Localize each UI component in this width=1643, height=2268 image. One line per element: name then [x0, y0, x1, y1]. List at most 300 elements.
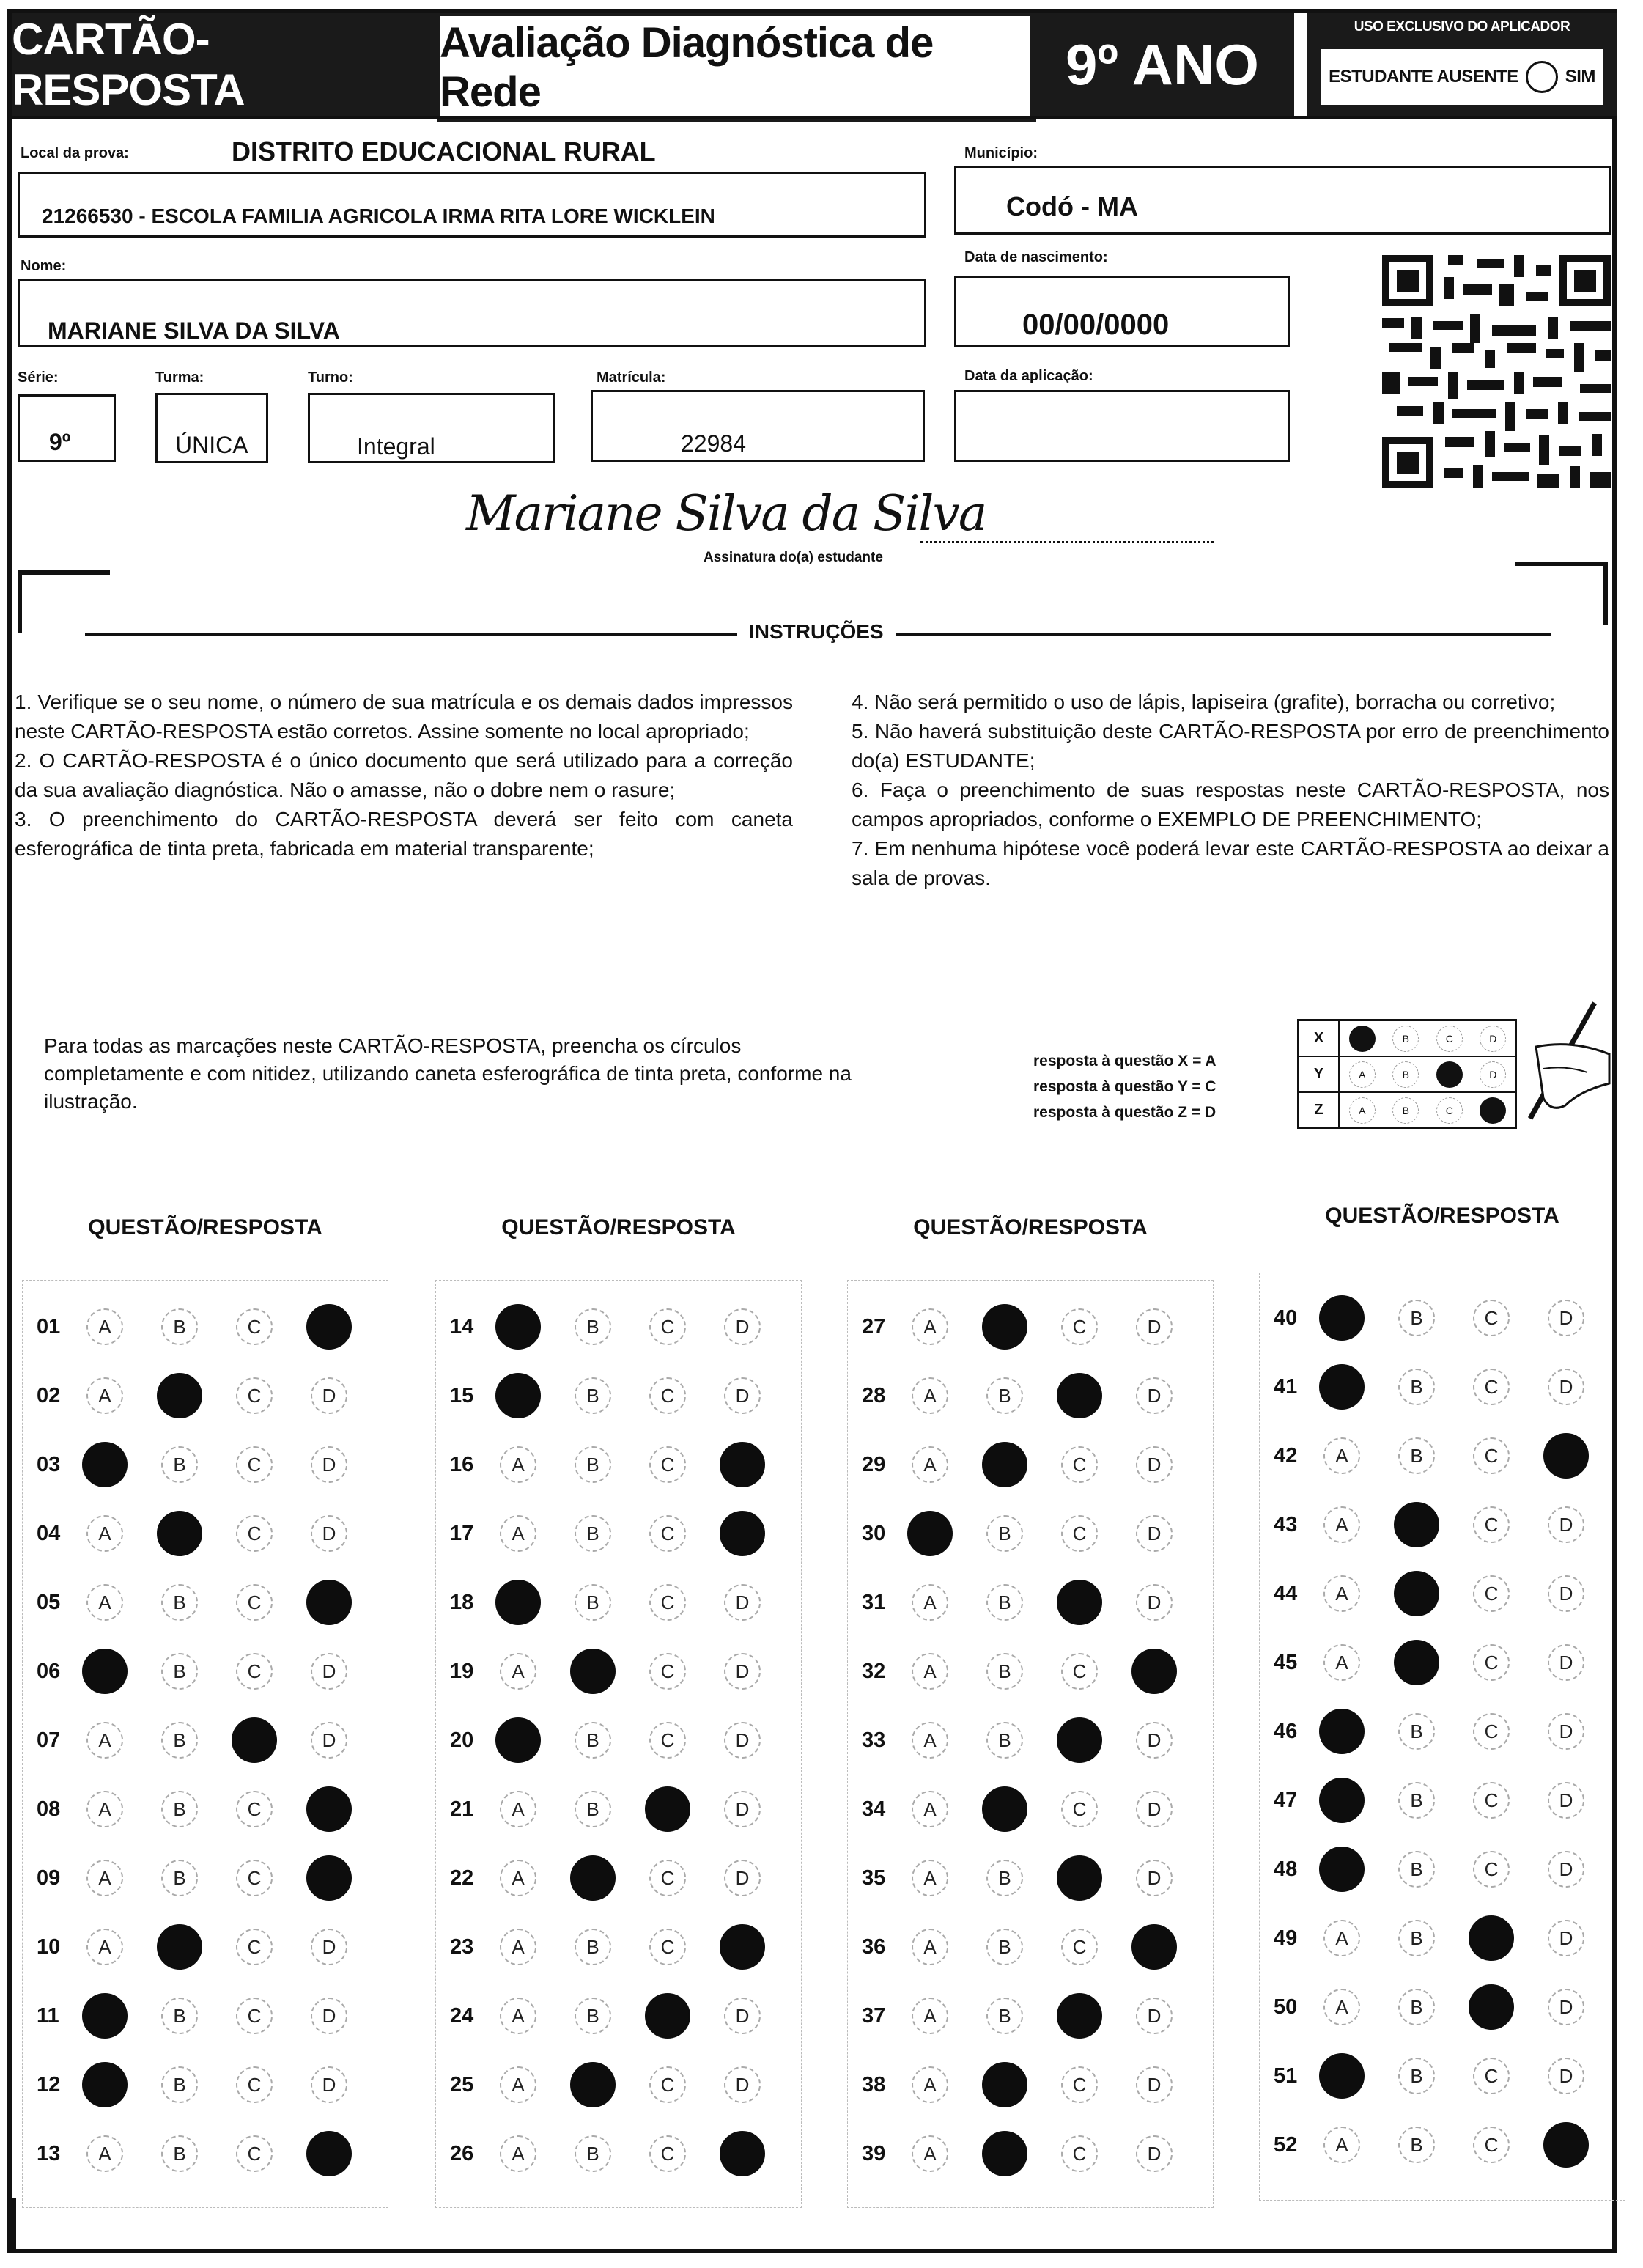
- question-number: 50: [1274, 1995, 1298, 2019]
- answer-bubble-b[interactable]: [1394, 1640, 1439, 1685]
- bubble-letter: B: [586, 1728, 599, 1751]
- answer-bubble-b[interactable]: [575, 1929, 611, 1965]
- answer-bubble-d[interactable]: [724, 2066, 761, 2103]
- answer-bubble-d[interactable]: [1136, 1377, 1173, 1414]
- answer-bubble-c[interactable]: [1469, 1984, 1514, 2030]
- bubble-letter: C: [247, 1935, 262, 1958]
- answer-row: [450, 1303, 799, 1350]
- frame-corner-top-left: [18, 570, 110, 633]
- answer-bubble-c[interactable]: [1061, 1515, 1098, 1552]
- answer-bubble-c[interactable]: [1061, 1653, 1098, 1690]
- answer-bubble-a[interactable]: [1323, 2127, 1360, 2163]
- question-number: 47: [1274, 1788, 1298, 1812]
- answer-bubble-c[interactable]: [649, 1929, 686, 1965]
- answer-bubble-a[interactable]: [86, 1584, 123, 1621]
- answer-bubble-d[interactable]: [1548, 1300, 1584, 1336]
- answer-row: [450, 1372, 799, 1419]
- answer-bubble-b[interactable]: [161, 1446, 198, 1483]
- answer-bubble-d[interactable]: [1136, 1308, 1173, 1345]
- answer-bubble-a[interactable]: [82, 1649, 128, 1694]
- answer-bubble-a[interactable]: [912, 1446, 948, 1483]
- answer-bubble-d[interactable]: [1136, 2135, 1173, 2172]
- answer-bubble-b[interactable]: [161, 1653, 198, 1690]
- answer-bubble-d[interactable]: [306, 1786, 352, 1832]
- bubble-letter: A: [98, 1797, 111, 1820]
- answer-row: [862, 2061, 1211, 2108]
- question-number: 12: [37, 2072, 61, 2096]
- answer-bubble-c[interactable]: [1057, 1993, 1102, 2039]
- answer-row: [37, 1855, 385, 1901]
- answer-bubble-c[interactable]: [1057, 1717, 1102, 1763]
- answer-bubble-d[interactable]: [1136, 1860, 1173, 1896]
- answer-bubble-c[interactable]: [236, 1308, 273, 1345]
- answer-bubble-c[interactable]: [1061, 2066, 1098, 2103]
- answer-bubble-c[interactable]: [236, 1515, 273, 1552]
- answer-bubble-d[interactable]: [311, 1998, 347, 2034]
- answer-bubble-b[interactable]: [161, 1860, 198, 1896]
- instruction-6: 6. Faça o preenchimento de suas respostas neste CARTÃO-RESPOSTA, nos campos apropriados, conforme o EXEMPLO DE PREENCHIMENTO;: [852, 778, 1609, 831]
- answer-row: [450, 1786, 799, 1833]
- answer-bubble-a[interactable]: [1319, 2053, 1365, 2099]
- question-number: 14: [450, 1314, 474, 1339]
- answer-bubble-a[interactable]: [912, 1308, 948, 1345]
- bubble-letter: C: [660, 1384, 675, 1407]
- bubble-letter: B: [586, 1453, 599, 1476]
- answer-bubble-c[interactable]: [1473, 1644, 1510, 1681]
- question-number: 13: [37, 2141, 61, 2165]
- instruction-1: 1. Verifique se o seu nome, o número de sua matrícula e os demais dados impressos neste CARTÃO-RESPOSTA estão corretos. Assine somente no local apropriado;: [15, 691, 793, 743]
- answer-bubble-a[interactable]: [86, 2135, 123, 2172]
- bubble-letter: A: [923, 1660, 937, 1682]
- answer-bubble-d[interactable]: [720, 1511, 765, 1556]
- answer-bubble-d[interactable]: [724, 1722, 761, 1759]
- municipio-label: Município:: [964, 145, 1038, 161]
- question-number: 36: [862, 1934, 886, 1959]
- answer-bubble-a[interactable]: [912, 1377, 948, 1414]
- answer-bubble-c[interactable]: [1473, 2127, 1510, 2163]
- answer-bubble-b[interactable]: [1398, 1713, 1435, 1750]
- bubble-letter: B: [586, 1797, 599, 1820]
- answer-bubble-d[interactable]: [306, 1304, 352, 1350]
- answer-bubble-c[interactable]: [1057, 1855, 1102, 1901]
- aplicacao-label: Data da aplicação:: [964, 368, 1093, 384]
- answer-bubble-d[interactable]: [1131, 1924, 1177, 1970]
- answer-bubble-a[interactable]: [500, 1791, 536, 1827]
- answer-bubble-c[interactable]: [649, 1584, 686, 1621]
- answer-bubble-a[interactable]: [500, 2066, 536, 2103]
- example-row-z-label: Z: [1299, 1093, 1340, 1127]
- answer-bubble-d[interactable]: [311, 1446, 347, 1483]
- answer-bubble-b[interactable]: [982, 2062, 1027, 2107]
- bubble-letter: C: [247, 1591, 262, 1613]
- bubble-letter: C: [660, 1935, 675, 1958]
- answer-bubble-b[interactable]: [570, 1649, 616, 1694]
- answer-bubble-d[interactable]: [1136, 1998, 1173, 2034]
- answer-bubble-c[interactable]: [236, 1929, 273, 1965]
- answer-bubble-c[interactable]: [236, 2066, 273, 2103]
- answer-bubble-d[interactable]: [1131, 1649, 1177, 1694]
- answer-bubble-c[interactable]: [1061, 1446, 1098, 1483]
- grade-text: 9º ANO: [1066, 32, 1259, 97]
- answer-bubble-d[interactable]: [1548, 1369, 1584, 1405]
- matricula-label: Matrícula:: [597, 369, 666, 386]
- answer-bubble-b[interactable]: [1394, 1571, 1439, 1616]
- answer-row: [1274, 1915, 1622, 1962]
- answer-bubble-d[interactable]: [311, 2066, 347, 2103]
- answer-bubble-d[interactable]: [724, 1998, 761, 2034]
- answer-bubble-b[interactable]: [161, 1998, 198, 2034]
- answer-bubble-b[interactable]: [986, 1929, 1023, 1965]
- answer-bubble-c[interactable]: [1061, 1791, 1098, 1827]
- answer-bubble-b[interactable]: [986, 1998, 1023, 2034]
- answer-bubble-d[interactable]: [311, 1653, 347, 1690]
- answer-bubble-b[interactable]: [1398, 1300, 1435, 1336]
- answer-bubble-d[interactable]: [1548, 1851, 1584, 1888]
- answer-bubble-a[interactable]: [500, 1929, 536, 1965]
- answer-bubble-b[interactable]: [982, 2131, 1027, 2176]
- answer-bubble-b[interactable]: [161, 1308, 198, 1345]
- answer-bubble-d[interactable]: [720, 1442, 765, 1487]
- answer-bubble-c[interactable]: [1473, 1506, 1510, 1543]
- example-row-y: [1340, 1057, 1515, 1093]
- answer-bubble-d[interactable]: [311, 1929, 347, 1965]
- answer-bubble-c[interactable]: [1473, 1575, 1510, 1612]
- question-number: 46: [1274, 1719, 1298, 1743]
- answer-bubble-a[interactable]: [912, 1722, 948, 1759]
- bubble-letter: B: [173, 2142, 186, 2165]
- answer-bubble-d[interactable]: [1548, 1782, 1584, 1819]
- answer-bubble-a[interactable]: [86, 1929, 123, 1965]
- question-number: 45: [1274, 1650, 1298, 1674]
- answer-bubble-b[interactable]: [1398, 1437, 1435, 1474]
- answer-bubble-b[interactable]: [161, 2066, 198, 2103]
- answer-bubble-c[interactable]: [649, 2066, 686, 2103]
- answer-bubble-c[interactable]: [1473, 1851, 1510, 1888]
- serie-value: 9º: [49, 429, 71, 455]
- question-number: 32: [862, 1659, 886, 1683]
- answer-bubble-a[interactable]: [912, 1929, 948, 1965]
- assessment-title: [437, 13, 1036, 122]
- answer-bubble-b[interactable]: [575, 1584, 611, 1621]
- bubble-letter: D: [735, 2004, 750, 2027]
- answer-bubble-a[interactable]: [500, 1515, 536, 1552]
- answer-bubble-a[interactable]: [82, 1993, 128, 2039]
- answer-bubble-a[interactable]: [1323, 1920, 1360, 1956]
- absent-bubble[interactable]: [1526, 61, 1558, 93]
- bubble-letter: A: [98, 1728, 111, 1751]
- example-line-y: resposta à questão Y = C: [1033, 1078, 1216, 1095]
- answer-bubble-a[interactable]: [1319, 1847, 1365, 1892]
- example-legend: [1033, 1048, 1216, 1125]
- answer-bubble-d[interactable]: [311, 1515, 347, 1552]
- answer-bubble-a[interactable]: [495, 1580, 541, 1625]
- answer-bubble-d[interactable]: [306, 1855, 352, 1901]
- question-number: 42: [1274, 1443, 1298, 1468]
- bubble-letter: D: [735, 1728, 750, 1751]
- bubble-letter: A: [923, 1866, 937, 1889]
- answer-bubble-c[interactable]: [1473, 1713, 1510, 1750]
- answer-bubble-a[interactable]: [1319, 1778, 1365, 1823]
- answer-bubble-c[interactable]: [236, 1860, 273, 1896]
- answer-bubble-d[interactable]: [1136, 2066, 1173, 2103]
- answer-bubble-d[interactable]: [1548, 2058, 1584, 2094]
- answer-row: [862, 1303, 1211, 1350]
- answer-bubble-b[interactable]: [575, 1998, 611, 2034]
- answer-bubble-d[interactable]: [1548, 1989, 1584, 2025]
- answer-bubble-d[interactable]: [1548, 1644, 1584, 1681]
- question-number: 11: [37, 2003, 59, 2028]
- bubble-letter: A: [923, 1591, 937, 1613]
- answer-bubble-b[interactable]: [161, 1722, 198, 1759]
- bubble-letter: C: [247, 1453, 262, 1476]
- answer-bubble-c[interactable]: [1473, 1369, 1510, 1405]
- answer-bubble-a[interactable]: [500, 1653, 536, 1690]
- bubble-letter: A: [923, 2142, 937, 2165]
- answer-bubble-a[interactable]: [1319, 1709, 1365, 1754]
- answer-bubble-c[interactable]: [649, 1860, 686, 1896]
- answer-bubble-c[interactable]: [236, 1584, 273, 1621]
- answer-bubble-c[interactable]: [649, 2135, 686, 2172]
- answer-bubble-c[interactable]: [649, 1515, 686, 1552]
- answer-bubble-a[interactable]: [82, 2062, 128, 2107]
- answer-row: [1274, 1432, 1622, 1479]
- answer-bubble-b[interactable]: [986, 1584, 1023, 1621]
- answer-bubble-c[interactable]: [236, 1446, 273, 1483]
- answer-bubble-d[interactable]: [1543, 1433, 1589, 1479]
- answer-bubble-a[interactable]: [907, 1511, 953, 1556]
- answer-row: [862, 1786, 1211, 1833]
- answer-bubble-d[interactable]: [1548, 1713, 1584, 1750]
- question-number: 17: [450, 1521, 474, 1545]
- bubble-letter: A: [512, 1522, 525, 1544]
- answer-bubble-c[interactable]: [649, 1722, 686, 1759]
- question-number: 10: [37, 1934, 61, 1959]
- answer-bubble-b[interactable]: [982, 1442, 1027, 1487]
- answer-bubble-b[interactable]: [570, 1855, 616, 1901]
- absent-label: ESTUDANTE AUSENTE: [1329, 67, 1518, 86]
- answer-bubble-b[interactable]: [575, 1377, 611, 1414]
- bubble-letter: B: [998, 1866, 1011, 1889]
- bubble-letter: B: [586, 2142, 599, 2165]
- answer-bubble-a[interactable]: [1319, 1364, 1365, 1410]
- answer-bubble-d[interactable]: [1548, 1575, 1584, 1612]
- answer-bubble-b[interactable]: [982, 1304, 1027, 1350]
- answer-bubble-d[interactable]: [311, 1377, 347, 1414]
- answer-bubble-d[interactable]: [724, 1860, 761, 1896]
- bubble-letter: C: [247, 1315, 262, 1338]
- answer-bubble-b[interactable]: [1398, 1989, 1435, 2025]
- answer-bubble-d[interactable]: [1136, 1446, 1173, 1483]
- answer-bubble-b[interactable]: [161, 1584, 198, 1621]
- answer-bubble-a[interactable]: [1319, 1295, 1365, 1341]
- answer-bubble-a[interactable]: [912, 1584, 948, 1621]
- question-number: 15: [450, 1383, 474, 1407]
- answer-bubble-b[interactable]: [570, 2062, 616, 2107]
- answer-bubble-b[interactable]: [986, 1377, 1023, 1414]
- answer-bubble-c[interactable]: [1473, 2058, 1510, 2094]
- answer-bubble-b[interactable]: [575, 1446, 611, 1483]
- answer-bubble-a[interactable]: [500, 1446, 536, 1483]
- bubble-letter: D: [1147, 1728, 1162, 1751]
- answer-bubble-c[interactable]: [1061, 1929, 1098, 1965]
- bubble-letter: A: [512, 2004, 525, 2027]
- answer-bubble-a[interactable]: [912, 2135, 948, 2172]
- answer-bubble-a[interactable]: [495, 1304, 541, 1350]
- answer-bubble-c[interactable]: [1469, 1915, 1514, 1961]
- answer-bubble-d[interactable]: [724, 1653, 761, 1690]
- answer-bubble-a[interactable]: [912, 1653, 948, 1690]
- bubble-letter: D: [1559, 1720, 1573, 1742]
- bubble-letter: C: [1072, 2073, 1087, 2096]
- answer-bubble-b[interactable]: [986, 1722, 1023, 1759]
- answer-bubble-b[interactable]: [575, 1791, 611, 1827]
- answer-bubble-c[interactable]: [236, 1653, 273, 1690]
- answer-bubble-c[interactable]: [236, 2135, 273, 2172]
- municipio-box: [954, 166, 1611, 235]
- answer-bubble-a[interactable]: [86, 1308, 123, 1345]
- bubble-letter: A: [98, 1522, 111, 1544]
- question-number: 38: [862, 2072, 886, 2096]
- answer-bubble-a[interactable]: [82, 1442, 128, 1487]
- answer-bubble-b[interactable]: [575, 2135, 611, 2172]
- answer-bubble-b[interactable]: [161, 1791, 198, 1827]
- answer-bubble-d[interactable]: [1548, 1920, 1584, 1956]
- answer-row: [37, 1441, 385, 1488]
- answer-bubble-d[interactable]: [1543, 2122, 1589, 2168]
- answer-bubble-d[interactable]: [306, 2131, 352, 2176]
- answer-bubble-b[interactable]: [161, 2135, 198, 2172]
- bubble-letter: C: [247, 2142, 262, 2165]
- bubble-letter: C: [247, 1384, 262, 1407]
- answer-bubble-d[interactable]: [724, 1308, 761, 1345]
- answer-bubble-c[interactable]: [649, 1653, 686, 1690]
- answer-bubble-c[interactable]: [1061, 2135, 1098, 2172]
- bubble-letter: A: [98, 1866, 111, 1889]
- answer-bubble-b[interactable]: [157, 1373, 202, 1418]
- bubble-letter: B: [998, 1591, 1011, 1613]
- answer-bubble-b[interactable]: [986, 1653, 1023, 1690]
- answer-bubble-c[interactable]: [1057, 1580, 1102, 1625]
- answer-bubble-c[interactable]: [1473, 1782, 1510, 1819]
- question-number: 40: [1274, 1306, 1298, 1330]
- example-bubble: A: [1349, 1097, 1376, 1124]
- answer-bubble-a[interactable]: [495, 1717, 541, 1763]
- answer-bubble-b[interactable]: [1398, 1782, 1435, 1819]
- bubble-letter: C: [660, 2142, 675, 2165]
- answer-bubble-b[interactable]: [575, 1308, 611, 1345]
- answer-bubble-d[interactable]: [720, 2131, 765, 2176]
- answer-bubble-a[interactable]: [86, 1791, 123, 1827]
- answer-bubble-c[interactable]: [1473, 1300, 1510, 1336]
- example-text: Para todas as marcações neste CARTÃO-RESPOSTA, preencha os círculos completamente e com nitidez, utilizando caneta esferográfica de tinta preta, conforme na ilustração.: [44, 1034, 852, 1113]
- answer-bubble-d[interactable]: [1136, 1722, 1173, 1759]
- answer-bubble-b[interactable]: [1398, 1920, 1435, 1956]
- answer-row: [1274, 1777, 1622, 1824]
- answer-bubble-c[interactable]: [236, 1791, 273, 1827]
- answer-bubble-d[interactable]: [724, 1377, 761, 1414]
- bubble-letter: D: [735, 1591, 750, 1613]
- answer-bubble-b[interactable]: [157, 1511, 202, 1556]
- answer-bubble-b[interactable]: [575, 1515, 611, 1552]
- example-row-z: [1340, 1093, 1515, 1127]
- answer-bubble-c[interactable]: [645, 1993, 690, 2039]
- bubble-letter: C: [247, 2073, 262, 2096]
- answer-bubble-d[interactable]: [1548, 1506, 1584, 1543]
- answer-bubble-b[interactable]: [157, 1924, 202, 1970]
- answer-bubble-d[interactable]: [306, 1580, 352, 1625]
- answer-bubble-c[interactable]: [1061, 1308, 1098, 1345]
- answer-bubble-b[interactable]: [1398, 1851, 1435, 1888]
- answer-bubble-b[interactable]: [1398, 2058, 1435, 2094]
- aplicacao-box[interactable]: [954, 390, 1290, 462]
- answer-bubble-b[interactable]: [982, 1786, 1027, 1832]
- answer-bubble-a[interactable]: [495, 1373, 541, 1418]
- answer-bubble-b[interactable]: [1394, 1502, 1439, 1547]
- answer-bubble-d[interactable]: [724, 1791, 761, 1827]
- answer-bubble-a[interactable]: [86, 1722, 123, 1759]
- answer-bubble-c[interactable]: [649, 1377, 686, 1414]
- answer-bubble-a[interactable]: [912, 1860, 948, 1896]
- answer-bubble-c[interactable]: [649, 1308, 686, 1345]
- example-grid: [1297, 1019, 1517, 1129]
- answer-bubble-a[interactable]: [1323, 1437, 1360, 1474]
- answer-bubble-d[interactable]: [311, 1722, 347, 1759]
- answer-bubble-c[interactable]: [236, 1377, 273, 1414]
- answer-bubble-b[interactable]: [1398, 2127, 1435, 2163]
- answer-bubble-a[interactable]: [86, 1377, 123, 1414]
- serie-label: Série:: [18, 369, 59, 386]
- answer-bubble-a[interactable]: [1323, 1506, 1360, 1543]
- bubble-letter: A: [923, 2004, 937, 2027]
- bubble-letter: C: [1484, 1444, 1499, 1467]
- bubble-letter: A: [1335, 1995, 1348, 2018]
- answer-bubble-c[interactable]: [1473, 1437, 1510, 1474]
- answer-bubble-a[interactable]: [1323, 1575, 1360, 1612]
- answer-bubble-a[interactable]: [1323, 1644, 1360, 1681]
- answer-bubble-a[interactable]: [500, 1860, 536, 1896]
- answer-bubble-a[interactable]: [500, 2135, 536, 2172]
- answer-bubble-b[interactable]: [986, 1860, 1023, 1896]
- answer-bubble-b[interactable]: [575, 1722, 611, 1759]
- answer-bubble-a[interactable]: [500, 1998, 536, 2034]
- answer-bubble-b[interactable]: [986, 1515, 1023, 1552]
- question-number: 05: [37, 1590, 61, 1614]
- bubble-letter: D: [1147, 2004, 1162, 2027]
- answer-bubble-d[interactable]: [1136, 1584, 1173, 1621]
- answer-bubble-a[interactable]: [912, 1791, 948, 1827]
- answer-bubble-d[interactable]: [1136, 1791, 1173, 1827]
- answer-bubble-d[interactable]: [720, 1924, 765, 1970]
- answer-bubble-a[interactable]: [912, 2066, 948, 2103]
- answer-bubble-c[interactable]: [232, 1717, 277, 1763]
- answer-bubble-b[interactable]: [1398, 1369, 1435, 1405]
- answer-bubble-c[interactable]: [1057, 1373, 1102, 1418]
- bubble-letter: A: [512, 2073, 525, 2096]
- answer-bubble-c[interactable]: [236, 1998, 273, 2034]
- answer-bubble-a[interactable]: [86, 1860, 123, 1896]
- instruction-4: 4. Não será permitido o uso de lápis, lapiseira (grafite), borracha ou corretivo;: [852, 691, 1556, 713]
- bubble-letter: D: [735, 1315, 750, 1338]
- example-bubble: D: [1480, 1026, 1506, 1052]
- answer-bubble-d[interactable]: [724, 1584, 761, 1621]
- bubble-letter: B: [586, 1935, 599, 1958]
- answer-bubble-c[interactable]: [649, 1446, 686, 1483]
- answer-bubble-c[interactable]: [645, 1786, 690, 1832]
- answer-bubble-a[interactable]: [1323, 1989, 1360, 2025]
- answer-bubble-d[interactable]: [1136, 1515, 1173, 1552]
- answer-bubble-a[interactable]: [86, 1515, 123, 1552]
- answer-bubble-a[interactable]: [912, 1998, 948, 2034]
